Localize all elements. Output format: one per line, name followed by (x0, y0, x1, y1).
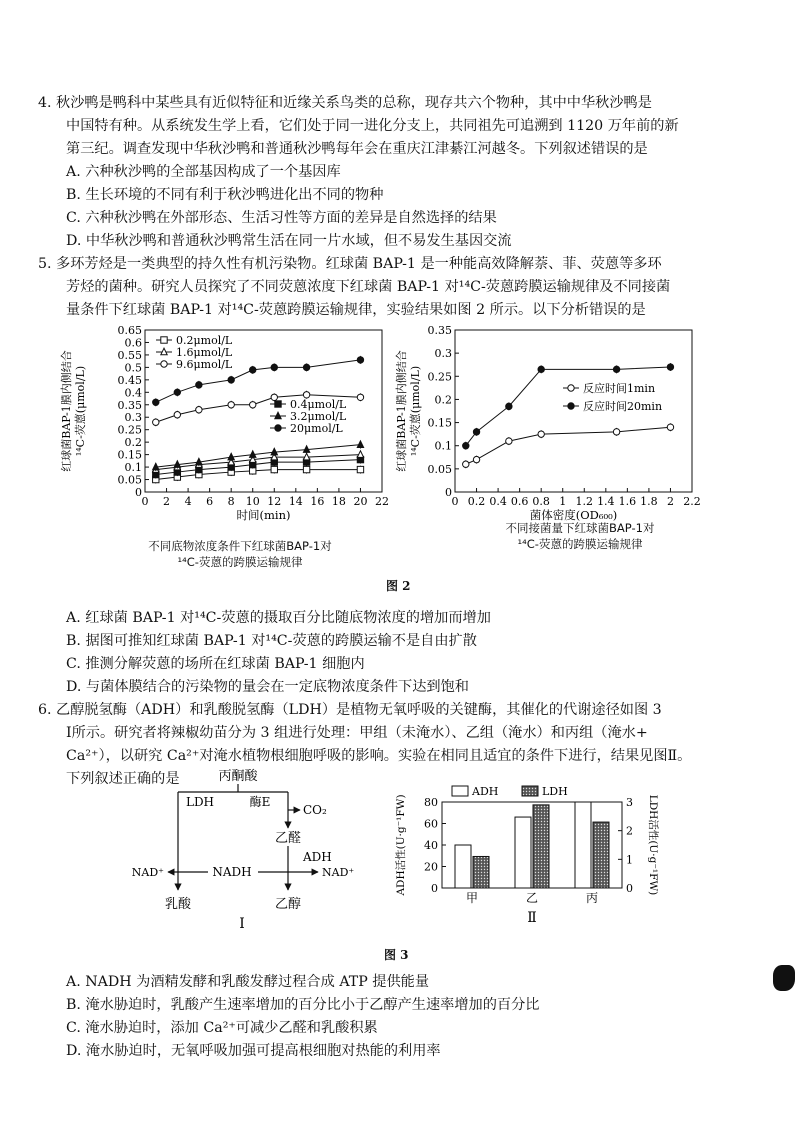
chart1-xtick-label-2: 4 (184, 495, 192, 508)
chart1-ytick-label-7: 0.35 (117, 398, 142, 412)
bar-legend-label-ldh: LDH (542, 785, 568, 798)
bar-legend-label-adh: ADH (472, 785, 499, 798)
chart1-xtick-label-3: 6 (206, 495, 214, 508)
chart1-xtick-label-7: 14 (288, 495, 303, 508)
chart1-point-0-5 (271, 466, 277, 472)
chart2-legend-marker-1 (568, 403, 574, 409)
chart2-ytick-label-5: 0.25 (427, 370, 452, 384)
chart2-ytick-label-0: 0 (445, 486, 452, 499)
chart1-ytick-label-3: 0.15 (117, 448, 142, 462)
chart1-point-2-7 (357, 451, 363, 458)
pyruvate-label: 丙酮酸 (218, 769, 258, 784)
bar-ytick-right-label-2: 2 (626, 824, 633, 838)
chart1-point-5-1 (174, 389, 180, 395)
bar-ytick-left-label-4: 80 (424, 796, 438, 809)
chart1-ytick-label-4: 0.2 (124, 436, 142, 450)
chart1-point-4-1 (174, 412, 180, 418)
chart1-legend-label-0: 0.2μmol/L (176, 334, 233, 347)
chart1-point-4-3 (228, 402, 234, 408)
figure-2-label: 图 2 (386, 579, 411, 593)
bar-category-label-2: 丙 (585, 891, 599, 905)
chart1-xtick-label-6: 12 (267, 495, 282, 508)
chart1-point-5-7 (357, 357, 363, 363)
chart2-ylabel-line-2: ¹⁴C-荧蒽(μmol/L) (409, 365, 422, 457)
q6-option-b: B. 淹水胁迫时，乳酸产生速率增加的百分比小于乙醇产生速率增加的百分比 (66, 997, 540, 1013)
chart2-ytick-label-2: 0.1 (434, 439, 452, 453)
chart2-legend-label-0: 反应时间1min (583, 382, 656, 395)
chart1-series-line-1 (156, 460, 361, 475)
bar-ylabel-right: LDH活性(U·g⁻¹FW) (647, 794, 659, 896)
adh-enzyme-label: ADH (303, 850, 332, 864)
chart1-point-4-0 (153, 419, 159, 425)
bar-ldh-0 (473, 856, 489, 888)
pathway-diagram (120, 762, 370, 932)
chart1-legend-marker-0 (161, 337, 167, 343)
chart2-point-1-3 (538, 366, 544, 372)
bar-ldh-1 (533, 805, 549, 888)
chart1-xtick-label-11: 22 (375, 495, 389, 508)
q6-option-c: C. 淹水胁迫时，添加 Ca²⁺可减少乙醛和乳酸积累 (66, 1020, 378, 1036)
q6-stem-line-3: Ca²⁺），以研究 Ca²⁺对淹水植物根细胞呼吸的影响。实验在相同且适宜的条件下进行，结果见图Ⅱ。 (66, 748, 692, 764)
q6-option-d: D. 淹水胁迫时，无氧呼吸加强可提高根细胞对热能的利用率 (66, 1043, 441, 1059)
chart2-xtick-label-0: 0 (451, 495, 459, 508)
bar-adh-2 (575, 802, 591, 888)
chart1-point-5-2 (196, 382, 202, 388)
chart1-ytick-label-6: 0.3 (124, 411, 142, 425)
chart2-xlabel: 菌体密度(OD₆₀₀) (529, 508, 618, 522)
chart1-point-4-5 (271, 394, 277, 400)
q4-option-a: A. 六种秋沙鸭的全部基因构成了一个基因库 (66, 164, 341, 180)
chart1-legend-label-1: 0.4μmol/L (290, 398, 347, 411)
chart1-ylabel-line-2: ¹⁴C-荧蒽(μmol/L) (74, 365, 87, 457)
chart2-point-0-1 (473, 456, 479, 462)
chart1-point-4-2 (196, 407, 202, 413)
chart2-legend-label-1: 反应时间20min (583, 400, 663, 413)
q4-option-d: D. 中华秋沙鸭和普通秋沙鸭常生活在同一片水域，但不易发生基因交流 (66, 233, 512, 249)
diagram-label-I: Ⅰ (239, 916, 245, 932)
chart1-point-0-7 (357, 466, 363, 472)
chart2-ytick-label-1: 0.05 (427, 462, 452, 476)
chart1-legend-label-2: 1.6μmol/L (176, 346, 233, 359)
chart1-ytick-label-9: 0.45 (117, 373, 142, 387)
bar-ytick-left-label-1: 20 (424, 860, 438, 874)
chart1-point-4-7 (357, 394, 363, 400)
chart1-ytick-label-13: 0.65 (117, 324, 142, 337)
chart1-legend-marker-4 (161, 361, 167, 367)
bar-ytick-right-label-3: 3 (626, 796, 633, 809)
chart1-ytick-label-8: 0.4 (124, 386, 142, 400)
chart2-point-0-2 (506, 438, 512, 444)
q4-option-b: B. 生长环境的不同有利于秋沙鸭进化出不同的物种 (66, 187, 384, 203)
chart1-point-5-5 (271, 364, 277, 370)
chart2-point-0-5 (667, 424, 673, 430)
chart1-xtick-label-8: 16 (310, 495, 325, 508)
bar-category-label-0: 甲 (465, 891, 479, 905)
chart1-legend-label-4: 9.6μmol/L (176, 358, 233, 371)
q4-option-c: C. 六种秋沙鸭在外部形态、生活习性等方面的差异是自然选择的结果 (66, 210, 497, 226)
chart1-ytick-label-0: 0 (135, 486, 142, 499)
chart2-xtick-label-1: 0.2 (467, 495, 486, 508)
chart2-xtick-label-10: 2 (666, 495, 674, 508)
chart1-point-5-3 (228, 377, 234, 383)
bar-ylabel-left: ADH活性(U·g⁻¹FW) (395, 794, 407, 896)
q5-option-c: C. 推测分解荧蒽的场所在红球菌 BAP-1 细胞内 (66, 656, 365, 672)
chart1-ytick-label-12: 0.6 (124, 336, 142, 350)
ethanol-label: 乙醇 (274, 897, 302, 912)
chart-inoculum-density (395, 322, 725, 534)
ldh-enzyme-label: LDH (185, 795, 215, 809)
acetaldehyde-label: 乙醛 (274, 831, 302, 846)
chart1-xtick-label-1: 2 (163, 495, 171, 508)
co2-label: CO₂ (303, 803, 327, 817)
chart2-point-1-1 (473, 429, 479, 435)
chart1-legend-marker-1 (275, 401, 281, 407)
q6-stem-line-4: 下列叙述正确的是 (66, 771, 180, 787)
bar-ytick-left-label-3: 60 (424, 817, 438, 831)
chart2-ytick-label-7: 0.35 (427, 324, 452, 337)
chart1-point-3-7 (357, 441, 363, 448)
q6-option-a: A. NADH 为酒精发酵和乳酸发酵过程合成 ATP 提供能量 (66, 974, 430, 990)
chart2-point-1-4 (613, 366, 619, 372)
chart1-point-5-4 (250, 367, 256, 373)
q6-stem-line-2: Ⅰ所示。研究者将辣椒幼苗分为 3 组进行处理：甲组（未淹水）、乙组（淹水）和丙组（淹水+ (66, 725, 648, 741)
chart1-point-5-6 (303, 364, 309, 370)
enzyme-e-label: 酶E (249, 795, 271, 809)
nadh-label: NADH (212, 865, 252, 879)
chart1-xtick-label-5: 10 (245, 495, 260, 508)
diagram-label-II: Ⅱ (527, 910, 537, 926)
chart1-legend-marker-5 (275, 425, 281, 431)
q4-stem-line-1: 4. 秋沙鸭是鸭科中某些具有近似特征和近缘关系鸟类的总称，现存共六个物种，其中中华秋沙鸭是 (38, 95, 652, 111)
q5-stem-line-2: 芳烃的菌种。研究人员探究了不同荧蒽浓度下红球菌 BAP-1 对¹⁴C-荧蒽跨膜运输规律及不同接菌 (66, 279, 671, 295)
q5-stem-line-3: 量条件下红球菌 BAP-1 对¹⁴C-荧蒽跨膜运输规律，实验结果如图 2 所示。以下分析错误的是 (66, 302, 646, 318)
chart2-ylabel-line-1: 红球菌BAP-1膜内侧结合 (395, 350, 408, 472)
figure-3-label: 图 3 (384, 948, 409, 962)
chart1-ytick-label-1: 0.05 (117, 473, 142, 487)
ink-blot (773, 965, 795, 991)
chart1-xtick-label-9: 18 (331, 495, 346, 508)
chart2-xtick-label-2: 0.4 (489, 495, 507, 508)
chart1-point-5-0 (153, 399, 159, 405)
lactate-label: 乳酸 (164, 897, 192, 912)
chart-enzyme-activity (390, 778, 660, 938)
chart-substrate-concentration (60, 322, 390, 534)
bar-adh-0 (455, 845, 471, 888)
bar-ytick-right-label-1: 1 (626, 853, 633, 867)
chart2-point-1-5 (667, 364, 673, 370)
bar-legend-marker-ldh (522, 786, 538, 796)
q5-stem-line-1: 5. 多环芳烃是一类典型的持久性有机污染物。红球菌 BAP-1 是一种能高效降解萘、菲、荧蒽等多环 (38, 256, 662, 272)
bar-ytick-right-label-0: 0 (626, 882, 633, 895)
chart1-ytick-label-5: 0.25 (117, 423, 142, 437)
chart2-legend-marker-0 (568, 385, 574, 391)
chart1-ytick-label-11: 0.55 (117, 348, 142, 362)
chart1-xtick-label-10: 20 (353, 495, 368, 508)
chart1-ytick-label-2: 0.1 (124, 461, 142, 475)
bar-legend-marker-adh (452, 786, 468, 796)
chart1-xtick-label-0: 0 (141, 495, 149, 508)
chart2-ytick-label-3: 0.15 (427, 416, 452, 430)
chart2-xtick-label-7: 1.4 (597, 495, 615, 508)
chart2-xtick-label-11: 2.2 (683, 495, 701, 508)
q5-option-b: B. 据图可推知红球菌 BAP-1 对¹⁴C-荧蒽的跨膜运输不是自由扩散 (66, 633, 477, 649)
chart2-xtick-label-9: 1.8 (640, 495, 658, 508)
chart2-caption-line-1: 不同接菌量下红球菌BAP-1对 (505, 521, 655, 535)
chart1-point-4-4 (250, 402, 256, 408)
chart2-xtick-label-5: 1 (559, 495, 567, 508)
bar-adh-1 (515, 817, 531, 888)
chart2-point-0-3 (538, 431, 544, 437)
q6-stem-line-1: 6. 乙醇脱氢酶（ADH）和乳酸脱氢酶（LDH）是植物无氧呼吸的关键酶，其催化的代谢途径如图 3 (38, 702, 662, 718)
bar-ldh-2 (593, 822, 609, 888)
chart1-caption-line-2: ¹⁴C-荧蒽的跨膜运输规律 (177, 555, 303, 569)
chart1-legend-label-5: 20μmol/L (290, 422, 343, 435)
q5-option-d: D. 与菌体膜结合的污染物的量会在一定底物浓度条件下达到饱和 (66, 679, 469, 695)
chart2-xtick-label-6: 1.2 (575, 495, 594, 508)
chart2-xtick-label-3: 0.6 (510, 495, 529, 508)
chart1-ytick-label-10: 0.5 (124, 361, 142, 375)
chart2-point-1-2 (506, 403, 512, 409)
chart1-xlabel: 时间(min) (236, 508, 291, 522)
chart2-ytick-label-6: 0.3 (434, 347, 452, 361)
q5-option-a: A. 红球菌 BAP-1 对¹⁴C-荧蒽的摄取百分比随底物浓度的增加而增加 (66, 610, 491, 626)
chart2-xtick-label-8: 1.6 (618, 495, 637, 508)
chart2-series-line-0 (466, 427, 671, 464)
bar-ytick-left-label-2: 40 (424, 839, 438, 852)
nad-right-label: NAD⁺ (322, 866, 355, 879)
chart1-point-0-6 (303, 466, 309, 472)
chart2-ytick-label-4: 0.2 (434, 393, 452, 407)
chart1-series-line-2 (156, 455, 361, 470)
q4-stem-line-2: 中国特有种。从系统发生学上看，它们处于同一进化分支上，共同祖先可追溯到 1120 万年前的新 (66, 118, 679, 134)
q4-stem-line-3: 第三纪。调查发现中华秋沙鸭和普通秋沙鸭每年会在重庆江津綦江河越冬。下列叙述错误的是 (66, 141, 648, 157)
nad-left-label: NAD⁺ (131, 866, 164, 879)
chart2-caption-line-2: ¹⁴C-荧蒽的跨膜运输规律 (517, 537, 643, 551)
chart2-point-0-0 (463, 461, 469, 467)
chart1-ylabel-line-1: 红球菌BAP-1膜内侧结合 (60, 350, 73, 472)
chart1-caption-line-1: 不同底物浓度条件下红球菌BAP-1对 (148, 539, 332, 553)
bar-ytick-left-label-0: 0 (431, 882, 438, 895)
chart2-xtick-label-4: 0.8 (532, 495, 550, 508)
bar-category-label-1: 乙 (525, 891, 539, 905)
chart1-legend-label-3: 3.2μmol/L (290, 410, 347, 423)
chart2-point-1-0 (463, 443, 469, 449)
chart1-xtick-label-4: 8 (227, 495, 235, 508)
chart2-point-0-4 (613, 429, 619, 435)
